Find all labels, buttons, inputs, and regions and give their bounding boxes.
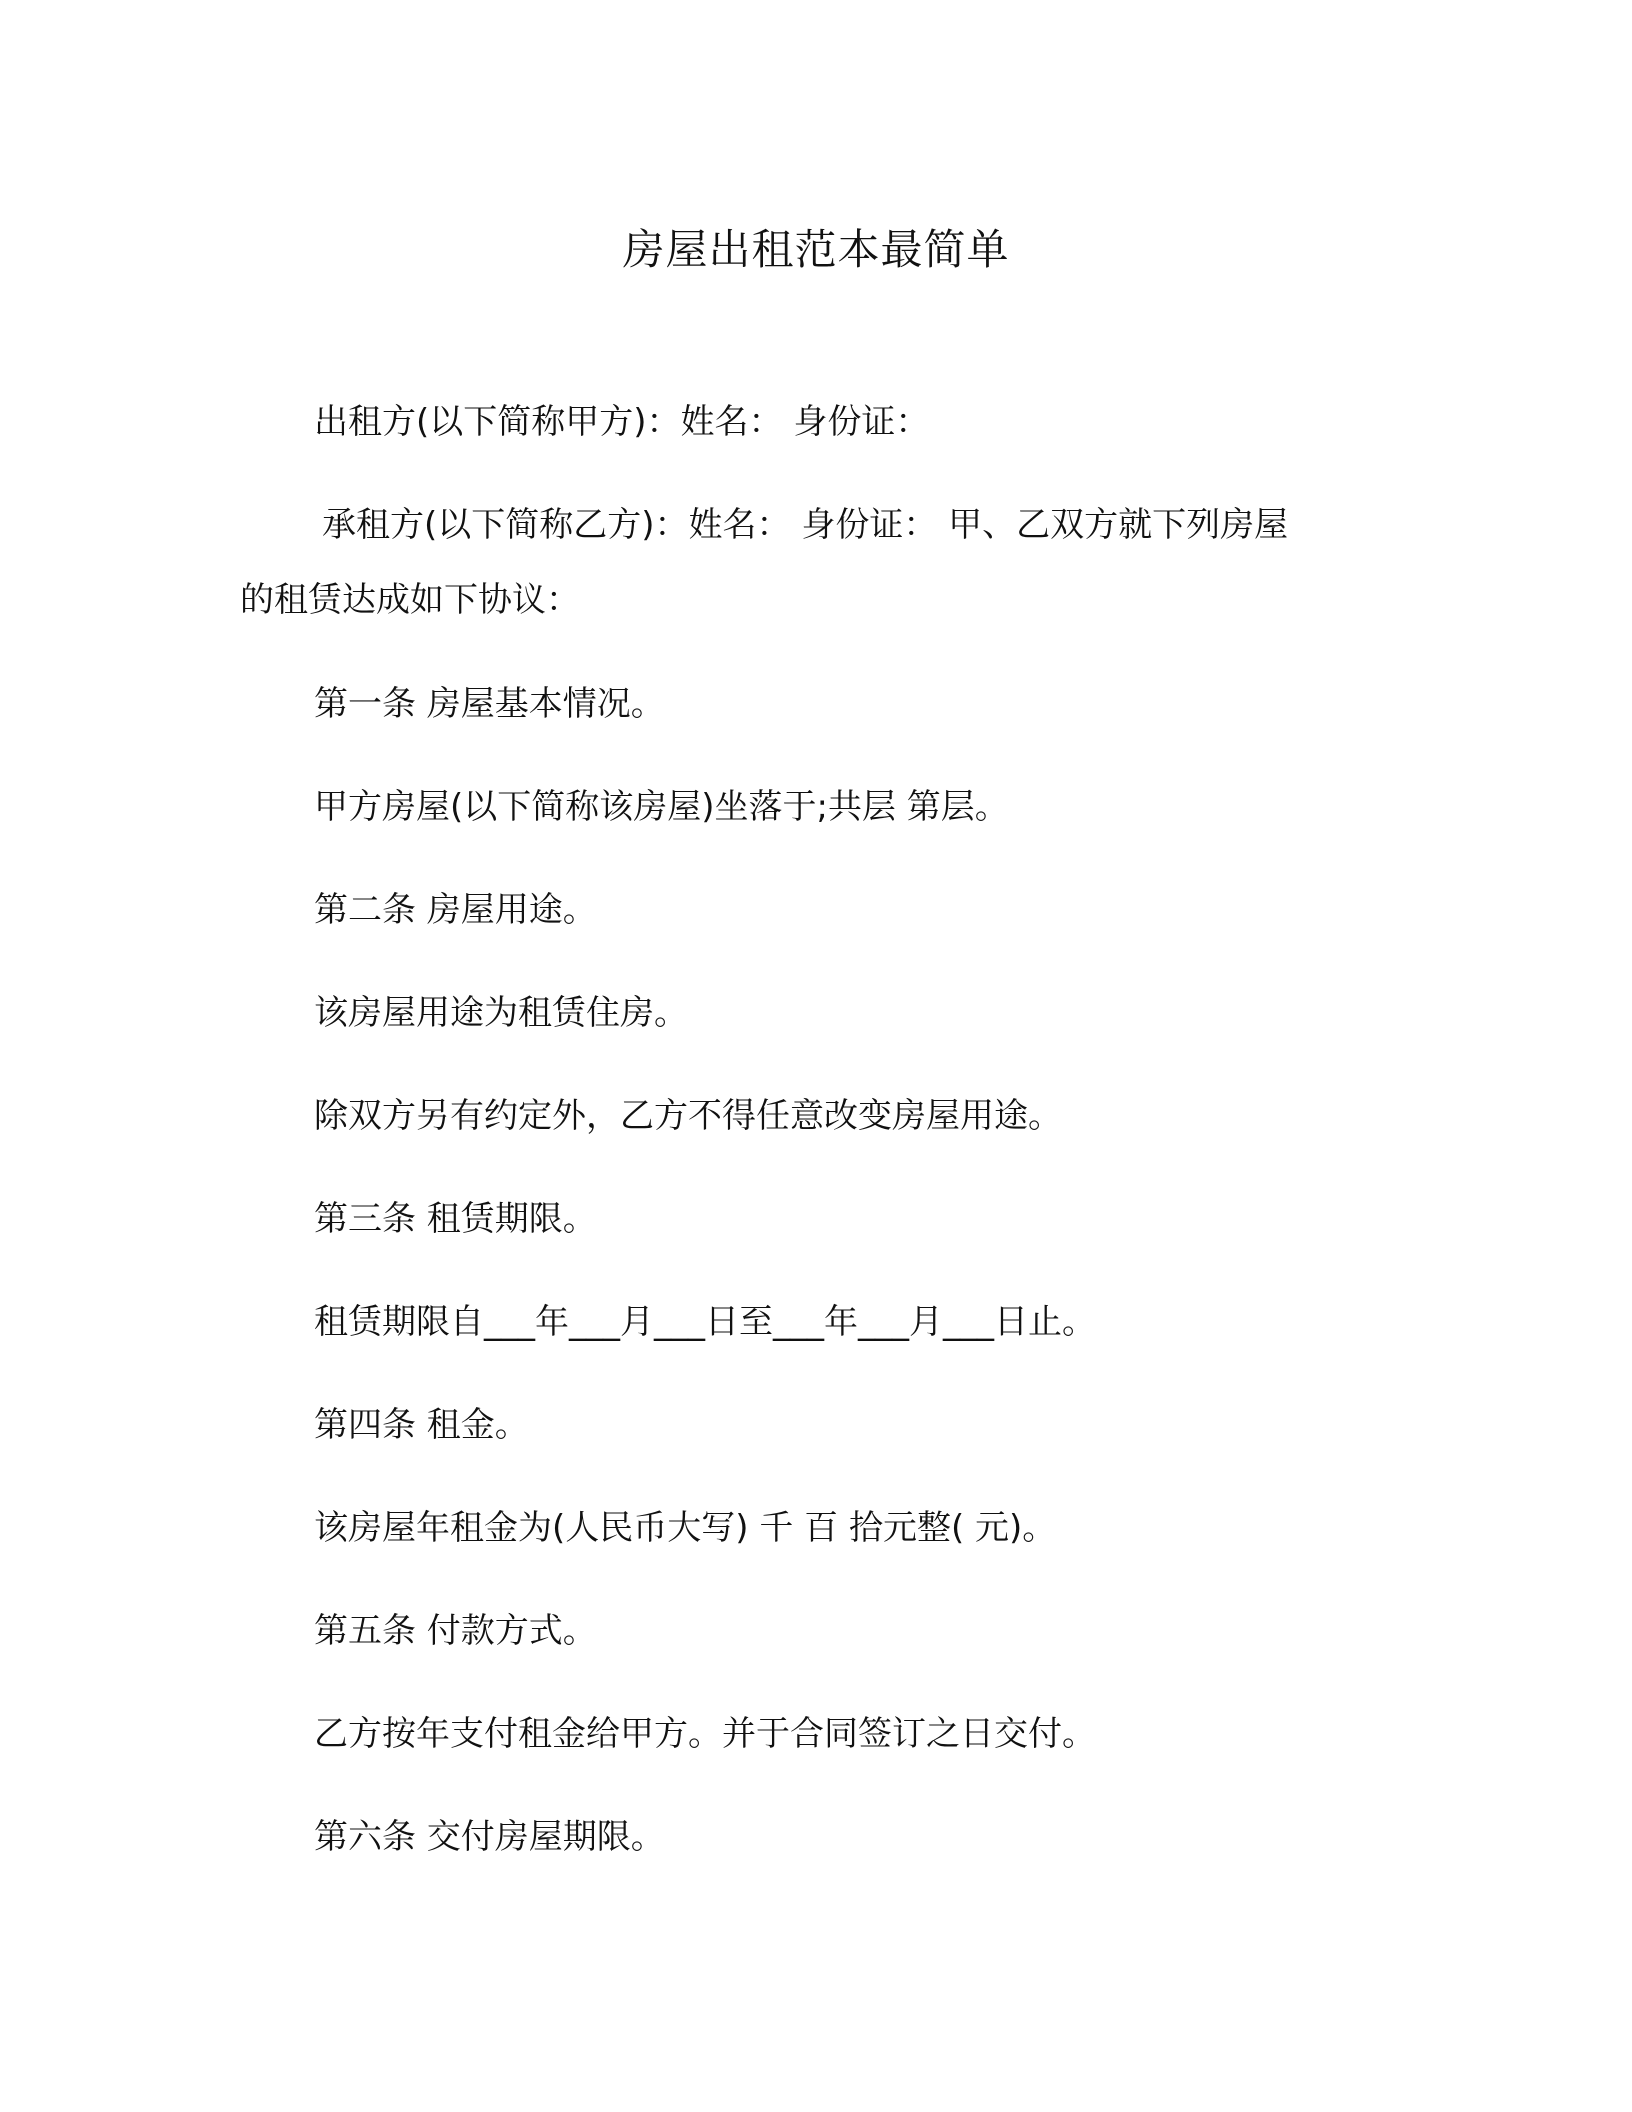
document-title: 房屋出租范本最简单 <box>622 225 1010 274</box>
lessee-line-1: 承租方(以下简称乙方)：姓名： 身份证： 甲、乙双方就下列房屋 <box>322 505 1289 545</box>
article-4-text: 该房屋年租金为(人民币大写) 千 百 拾元整( 元)。 <box>314 1508 1057 1548</box>
lessee-line-2: 的租赁达成如下协议： <box>240 580 580 620</box>
article-1-text: 甲方房屋(以下简称该房屋)坐落于;共层 第层。 <box>314 787 1009 827</box>
article-2-text-2: 除双方另有约定外，乙方不得任意改变房屋用途。 <box>314 1096 1062 1136</box>
article-5-heading: 第五条 付款方式。 <box>314 1611 597 1651</box>
article-2-heading: 第二条 房屋用途。 <box>314 890 597 930</box>
article-3-text: 租赁期限自___年___月___日至___年___月___日止。 <box>314 1302 1096 1342</box>
article-6-heading: 第六条 交付房屋期限。 <box>314 1817 665 1857</box>
article-3-heading: 第三条 租赁期限。 <box>314 1199 597 1239</box>
lessor-line: 出租方(以下简称甲方)：姓名： 身份证： <box>314 402 930 442</box>
article-5-text: 乙方按年支付租金给甲方。并于合同签订之日交付。 <box>314 1714 1096 1754</box>
article-2-text-1: 该房屋用途为租赁住房。 <box>314 993 688 1033</box>
article-1-heading: 第一条 房屋基本情况。 <box>314 684 665 724</box>
article-4-heading: 第四条 租金。 <box>314 1405 529 1445</box>
